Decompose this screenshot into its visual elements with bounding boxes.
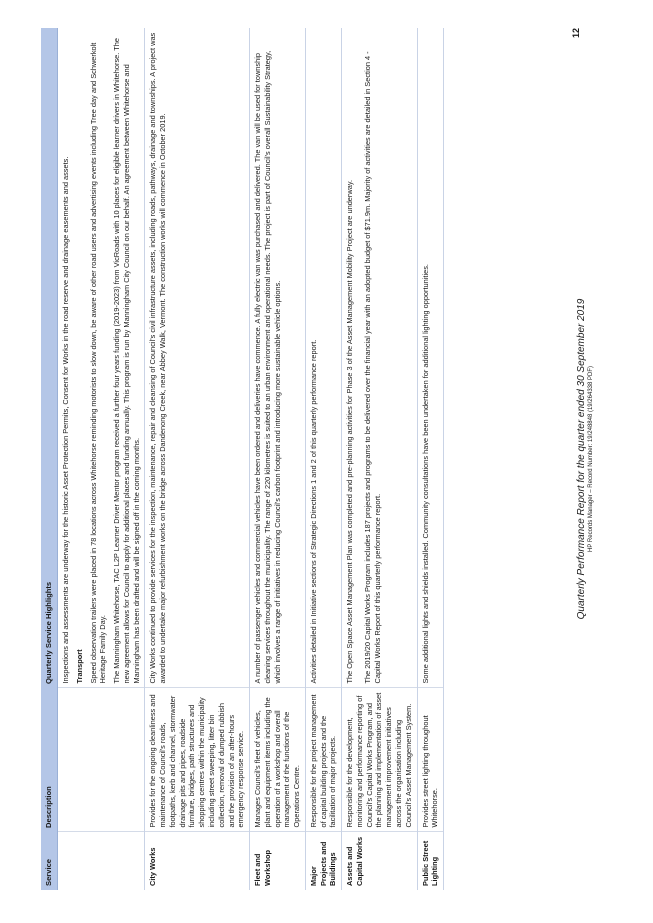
header-highlights: Quarterly Service Highlights	[41, 28, 58, 688]
subheading-transport: Transport	[74, 649, 84, 684]
highlight-paragraph: Activities detailed in Initiative sections of Strategic Directions 1 and 2 of this quarterly performance report.	[308, 339, 318, 684]
highlights-cell	[305, 28, 341, 688]
highlight-paragraph: Some additional lights and shields installed. Community consultations have been undertaken for additional lighting opportunities.	[420, 264, 430, 684]
service-highlights-table	[41, 28, 444, 890]
header-description: Description	[41, 688, 58, 832]
table-row	[145, 28, 250, 890]
service-cell: Major Projects and Buildings	[305, 832, 341, 890]
table-header-row	[41, 28, 58, 890]
highlights-cell	[58, 28, 145, 688]
description-cell: Provides street lighting throughout Whitehorse.	[417, 688, 444, 832]
table-row	[342, 28, 417, 890]
highlight-paragraph: The Open Space Asset Management Plan was completed and pre-planning activities for Phase 3 of the Asset Management Mobility Project are underway.	[345, 179, 355, 684]
highlights-cell	[145, 28, 250, 688]
description-cell: Responsible for the development, monitoring and performance reporting of Council's Capital Works Program, and the planning and implementation of asset management improvement initiatives across the organisation including Council's Asset Management System.	[342, 688, 417, 832]
header-service: Service	[41, 832, 58, 890]
highlight-paragraph: A number of passenger vehicles and commercial vehicles have been ordered and deliveries have commence. A fully electric van was purchased and delivered. The van will be used for township cleaning services throughout the municipality. The range of 220 kilometres is suited to an urban environment and operational needs. The project is part of Council's overall Sustainability Strategy, which involves a range of initiatives in reducing Council's carbon footprint and introducing more sustainable vehicle options.	[253, 50, 282, 684]
highlights-cell	[342, 28, 417, 688]
table-row	[250, 28, 306, 890]
service-cell: City Works	[145, 832, 250, 890]
description-cell: Responsible for the project management of capital building projects and the facilitation of major projects.	[305, 688, 341, 832]
highlight-paragraph: City Works continued to provide services for the inspection, maintenance, repair and cleansing of Council's civil infrastructure assets, including roads, pathways, drainage and townships. A project was awarded to undertake major refurbishment works on the bridge across Dandenong Creek, near Abbey Walk, Vermont. The construction works will commence in October 2019.	[148, 32, 168, 684]
highlight-paragraph: Speed observation trailers were placed in 78 locations across Whitehorse reminding motorists to slow down, be aware of other road users and advertising events including Tree day and Schwerkolt Heritage Family Day.	[88, 42, 108, 684]
service-cell: Fleet and Workshop	[250, 832, 306, 890]
service-cell: Assets and Capital Works	[342, 832, 417, 890]
highlight-paragraph: The 2019/20 Capital Works Program includes 187 projects and programs to be delivered over the financial year with an adopted budget of $71.9m. Majority of activities are detailed in Section 4 - Capital Works Report of this quarterly performance report.	[362, 51, 382, 684]
page-number: 12	[571, 28, 581, 39]
report-title: Quarterly Performance Report for the quarter ended 30 September 2019	[576, 298, 587, 620]
page-footer	[576, 28, 594, 890]
highlight-paragraph: The Manningham Whitehorse, TAC L2P Learner Driver Mentor program received a further four years funding (2019-2023) from VicRoads with 10 places for eligible learner drivers in Whitehorse. The new agreement allows for Council to apply for additional places and funding annually. This program is run by Manningham City Council on our behalf. An agreement between Whitehorse and Manningham has been drafted and will be signed off in the coming months.	[112, 38, 141, 684]
highlight-paragraph: Inspections and assessments are underway for the historic Asset Protection Permits, Consent for Works in the road reserve and drainage easements and assets.	[61, 156, 71, 684]
table-row	[58, 28, 145, 890]
highlights-cell	[250, 28, 306, 688]
description-cell	[58, 688, 145, 832]
service-cell	[58, 832, 145, 890]
description-cell: Manages Council's fleet of vehicles, plant and equipment items including the operation of a workshop and overall management of the functions of the Operations Centre.	[250, 688, 306, 832]
rotated-page	[41, 28, 601, 890]
description-cell: Provides for the ongoing cleanliness and maintenance of Council's roads, footpaths, kerb and channel, stormwater drainage pits and pipes, roadside furniture, bridges, path structures and shopping centres within the municipality including street sweeping, litter bin collection, removal of dumped rubbish and the provision of an after-hours emergency response service.	[145, 688, 250, 832]
table-row	[305, 28, 341, 890]
record-number: HP Records Manager – Record Number: 19/248848 (19/264338 PDF)	[588, 366, 594, 552]
highlights-cell	[417, 28, 444, 688]
table-row	[417, 28, 444, 890]
service-cell: Public Street Lighting	[417, 832, 444, 890]
